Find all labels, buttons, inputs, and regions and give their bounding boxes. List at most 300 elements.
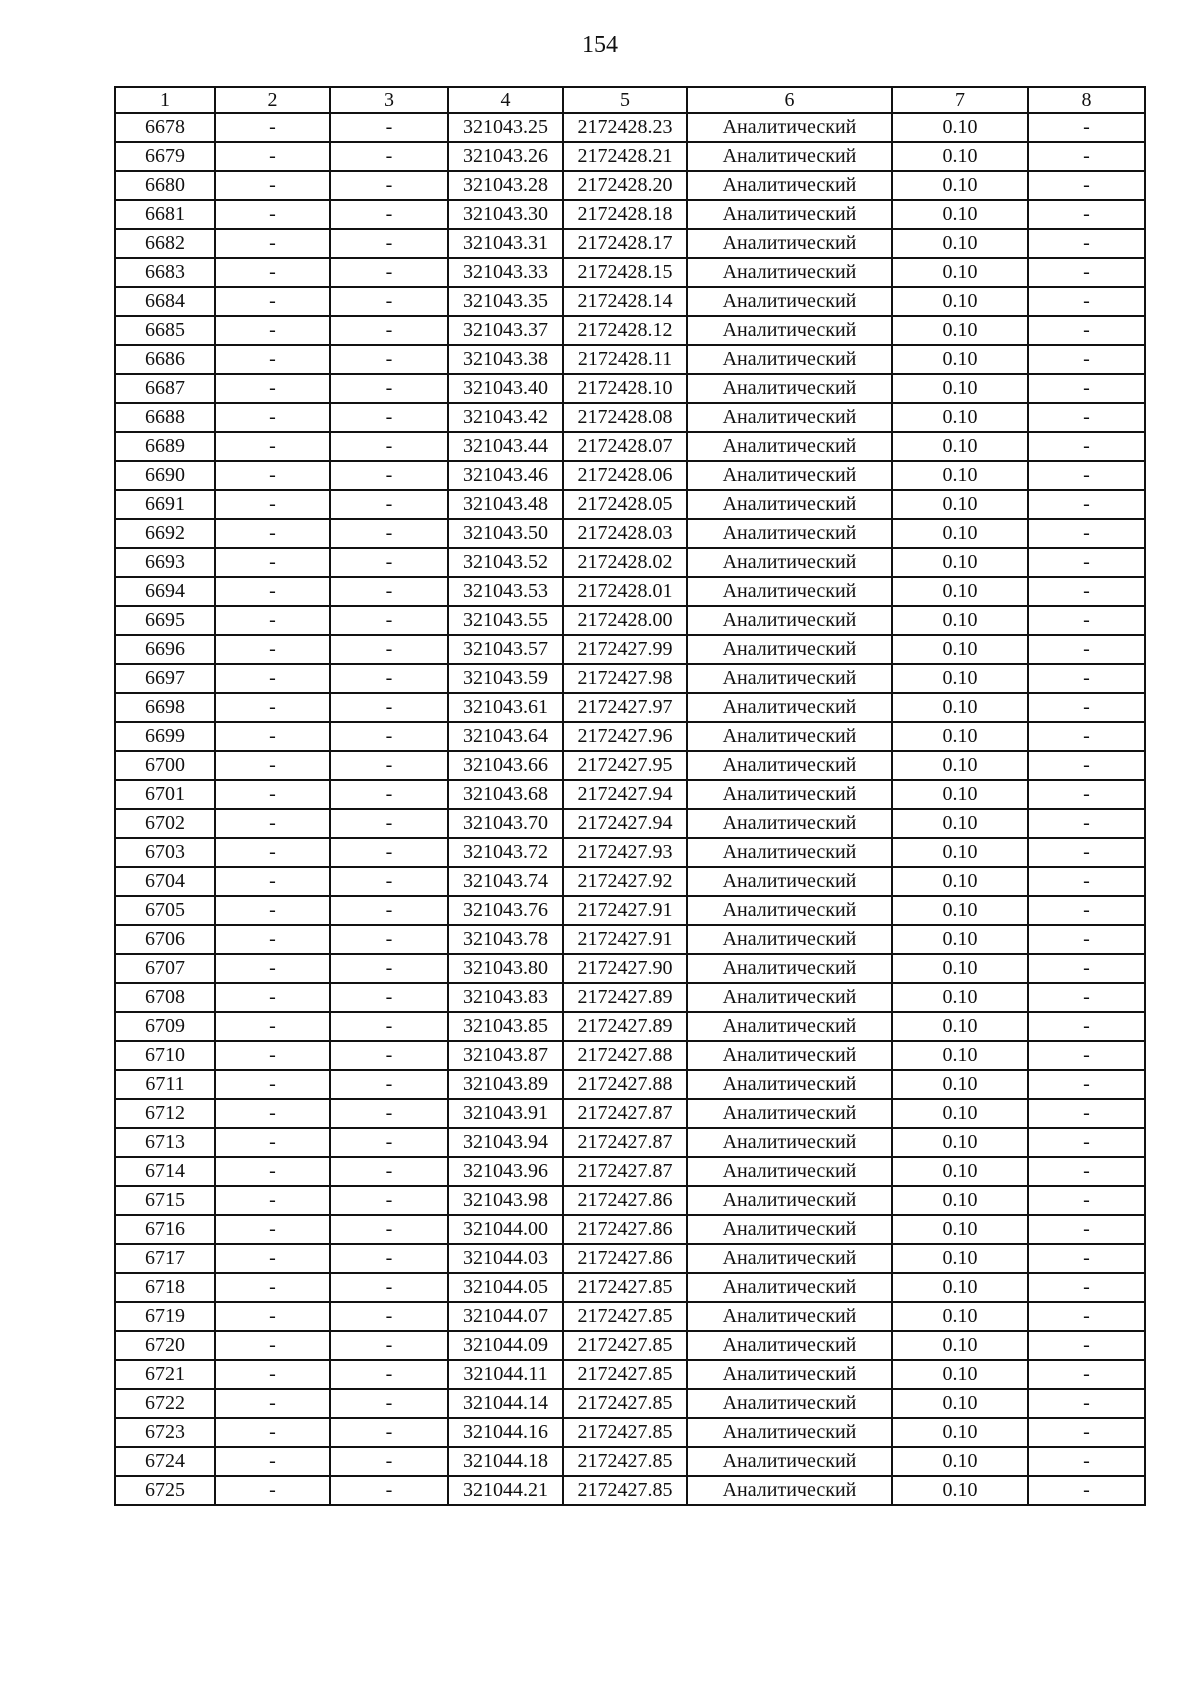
cell-coord-x: 321043.28	[448, 171, 563, 200]
cell-col-2: -	[215, 1128, 330, 1157]
cell-col-3: -	[330, 1244, 448, 1273]
cell-error: 0.10	[892, 780, 1028, 809]
cell-point-number: 6684	[115, 287, 215, 316]
cell-coord-y: 2172428.17	[563, 229, 687, 258]
cell-col-8: -	[1028, 374, 1145, 403]
cell-point-number: 6679	[115, 142, 215, 171]
cell-coord-x: 321043.76	[448, 896, 563, 925]
cell-col-3: -	[330, 432, 448, 461]
cell-error: 0.10	[892, 954, 1028, 983]
cell-coord-y: 2172428.00	[563, 606, 687, 635]
cell-method: Аналитический	[687, 1302, 892, 1331]
cell-col-8: -	[1028, 258, 1145, 287]
table-row	[115, 1447, 1145, 1476]
cell-method: Аналитический	[687, 1273, 892, 1302]
cell-col-8: -	[1028, 722, 1145, 751]
cell-error: 0.10	[892, 838, 1028, 867]
cell-point-number: 6688	[115, 403, 215, 432]
column-header-2: 2	[215, 87, 330, 113]
cell-col-3: -	[330, 1041, 448, 1070]
table-row	[115, 519, 1145, 548]
cell-point-number: 6720	[115, 1331, 215, 1360]
cell-coord-x: 321044.16	[448, 1418, 563, 1447]
cell-coord-x: 321043.53	[448, 577, 563, 606]
cell-point-number: 6681	[115, 200, 215, 229]
cell-point-number: 6724	[115, 1447, 215, 1476]
cell-point-number: 6706	[115, 925, 215, 954]
cell-method: Аналитический	[687, 490, 892, 519]
cell-col-2: -	[215, 345, 330, 374]
cell-error: 0.10	[892, 461, 1028, 490]
cell-error: 0.10	[892, 1244, 1028, 1273]
cell-coord-y: 2172427.90	[563, 954, 687, 983]
cell-error: 0.10	[892, 113, 1028, 142]
cell-point-number: 6701	[115, 780, 215, 809]
coordinates-table	[114, 86, 1146, 1506]
column-header-8: 8	[1028, 87, 1145, 113]
cell-col-8: -	[1028, 316, 1145, 345]
cell-col-2: -	[215, 316, 330, 345]
cell-col-2: -	[215, 490, 330, 519]
cell-coord-x: 321043.25	[448, 113, 563, 142]
table-row	[115, 1476, 1145, 1505]
cell-error: 0.10	[892, 1128, 1028, 1157]
cell-method: Аналитический	[687, 432, 892, 461]
cell-method: Аналитический	[687, 1128, 892, 1157]
table-row	[115, 432, 1145, 461]
cell-method: Аналитический	[687, 1012, 892, 1041]
cell-coord-x: 321044.03	[448, 1244, 563, 1273]
cell-method: Аналитический	[687, 229, 892, 258]
table-row	[115, 1012, 1145, 1041]
cell-coord-y: 2172427.86	[563, 1244, 687, 1273]
cell-coord-y: 2172428.21	[563, 142, 687, 171]
cell-col-8: -	[1028, 1331, 1145, 1360]
cell-error: 0.10	[892, 983, 1028, 1012]
cell-coord-x: 321043.68	[448, 780, 563, 809]
cell-point-number: 6698	[115, 693, 215, 722]
cell-coord-y: 2172427.85	[563, 1418, 687, 1447]
cell-coord-x: 321044.09	[448, 1331, 563, 1360]
cell-col-3: -	[330, 954, 448, 983]
cell-coord-x: 321043.50	[448, 519, 563, 548]
cell-col-8: -	[1028, 954, 1145, 983]
cell-coord-x: 321043.52	[448, 548, 563, 577]
cell-col-8: -	[1028, 1128, 1145, 1157]
cell-coord-y: 2172427.94	[563, 809, 687, 838]
cell-coord-x: 321043.57	[448, 635, 563, 664]
cell-coord-y: 2172427.85	[563, 1360, 687, 1389]
cell-coord-x: 321043.59	[448, 664, 563, 693]
cell-point-number: 6700	[115, 751, 215, 780]
cell-error: 0.10	[892, 1070, 1028, 1099]
cell-coord-y: 2172428.01	[563, 577, 687, 606]
cell-col-8: -	[1028, 403, 1145, 432]
cell-col-3: -	[330, 374, 448, 403]
cell-col-8: -	[1028, 664, 1145, 693]
cell-coord-y: 2172428.12	[563, 316, 687, 345]
cell-method: Аналитический	[687, 1186, 892, 1215]
cell-point-number: 6693	[115, 548, 215, 577]
cell-col-8: -	[1028, 113, 1145, 142]
table-row	[115, 1186, 1145, 1215]
cell-method: Аналитический	[687, 171, 892, 200]
cell-point-number: 6695	[115, 606, 215, 635]
cell-coord-y: 2172427.94	[563, 780, 687, 809]
cell-col-8: -	[1028, 809, 1145, 838]
cell-coord-x: 321043.94	[448, 1128, 563, 1157]
cell-point-number: 6704	[115, 867, 215, 896]
cell-method: Аналитический	[687, 1070, 892, 1099]
cell-coord-y: 2172428.03	[563, 519, 687, 548]
table-row	[115, 1099, 1145, 1128]
cell-col-3: -	[330, 200, 448, 229]
cell-method: Аналитический	[687, 1157, 892, 1186]
cell-coord-x: 321043.98	[448, 1186, 563, 1215]
cell-method: Аналитический	[687, 925, 892, 954]
cell-col-3: -	[330, 1215, 448, 1244]
cell-col-8: -	[1028, 1215, 1145, 1244]
cell-point-number: 6708	[115, 983, 215, 1012]
table-row	[115, 1389, 1145, 1418]
cell-method: Аналитический	[687, 403, 892, 432]
cell-method: Аналитический	[687, 693, 892, 722]
cell-coord-y: 2172427.96	[563, 722, 687, 751]
cell-coord-y: 2172427.85	[563, 1389, 687, 1418]
cell-col-8: -	[1028, 548, 1145, 577]
table-row	[115, 606, 1145, 635]
cell-method: Аналитический	[687, 1099, 892, 1128]
cell-point-number: 6716	[115, 1215, 215, 1244]
cell-col-8: -	[1028, 1447, 1145, 1476]
cell-col-2: -	[215, 635, 330, 664]
cell-coord-y: 2172427.85	[563, 1476, 687, 1505]
table-row	[115, 693, 1145, 722]
cell-error: 0.10	[892, 1215, 1028, 1244]
cell-coord-x: 321043.30	[448, 200, 563, 229]
cell-col-2: -	[215, 1476, 330, 1505]
cell-method: Аналитический	[687, 142, 892, 171]
cell-coord-x: 321043.61	[448, 693, 563, 722]
cell-col-8: -	[1028, 838, 1145, 867]
cell-coord-x: 321043.38	[448, 345, 563, 374]
cell-method: Аналитический	[687, 954, 892, 983]
cell-col-2: -	[215, 1302, 330, 1331]
cell-coord-x: 321044.11	[448, 1360, 563, 1389]
table-row	[115, 345, 1145, 374]
cell-error: 0.10	[892, 1041, 1028, 1070]
cell-error: 0.10	[892, 867, 1028, 896]
table-row	[115, 925, 1145, 954]
cell-coord-y: 2172427.86	[563, 1215, 687, 1244]
cell-method: Аналитический	[687, 258, 892, 287]
table-row	[115, 1331, 1145, 1360]
cell-method: Аналитический	[687, 1476, 892, 1505]
cell-error: 0.10	[892, 519, 1028, 548]
cell-col-8: -	[1028, 983, 1145, 1012]
cell-coord-y: 2172427.85	[563, 1302, 687, 1331]
cell-coord-y: 2172428.08	[563, 403, 687, 432]
cell-error: 0.10	[892, 171, 1028, 200]
cell-error: 0.10	[892, 896, 1028, 925]
cell-coord-y: 2172428.05	[563, 490, 687, 519]
cell-method: Аналитический	[687, 664, 892, 693]
table-row	[115, 780, 1145, 809]
cell-col-3: -	[330, 606, 448, 635]
table-body	[115, 113, 1145, 1505]
cell-error: 0.10	[892, 1360, 1028, 1389]
column-header-1: 1	[115, 87, 215, 113]
cell-point-number: 6702	[115, 809, 215, 838]
cell-col-8: -	[1028, 1157, 1145, 1186]
cell-col-2: -	[215, 287, 330, 316]
cell-coord-x: 321044.07	[448, 1302, 563, 1331]
cell-coord-y: 2172427.98	[563, 664, 687, 693]
cell-method: Аналитический	[687, 287, 892, 316]
cell-error: 0.10	[892, 1099, 1028, 1128]
cell-error: 0.10	[892, 229, 1028, 258]
cell-point-number: 6680	[115, 171, 215, 200]
cell-coord-y: 2172427.88	[563, 1041, 687, 1070]
cell-col-8: -	[1028, 1041, 1145, 1070]
table-row	[115, 1157, 1145, 1186]
cell-col-3: -	[330, 345, 448, 374]
table-header	[115, 87, 1145, 113]
cell-coord-x: 321043.72	[448, 838, 563, 867]
cell-col-8: -	[1028, 1186, 1145, 1215]
cell-col-3: -	[330, 1070, 448, 1099]
cell-col-3: -	[330, 1331, 448, 1360]
cell-col-3: -	[330, 635, 448, 664]
cell-coord-x: 321043.80	[448, 954, 563, 983]
cell-point-number: 6710	[115, 1041, 215, 1070]
cell-col-3: -	[330, 1447, 448, 1476]
cell-point-number: 6697	[115, 664, 215, 693]
table-row	[115, 490, 1145, 519]
cell-point-number: 6714	[115, 1157, 215, 1186]
table-row	[115, 896, 1145, 925]
cell-col-2: -	[215, 1244, 330, 1273]
cell-method: Аналитический	[687, 345, 892, 374]
cell-point-number: 6694	[115, 577, 215, 606]
cell-col-2: -	[215, 461, 330, 490]
cell-error: 0.10	[892, 1389, 1028, 1418]
cell-col-8: -	[1028, 1389, 1145, 1418]
cell-col-2: -	[215, 954, 330, 983]
cell-col-3: -	[330, 809, 448, 838]
cell-col-2: -	[215, 1186, 330, 1215]
table-row	[115, 461, 1145, 490]
cell-col-8: -	[1028, 1244, 1145, 1273]
header-row	[115, 87, 1145, 113]
cell-col-2: -	[215, 142, 330, 171]
cell-col-8: -	[1028, 780, 1145, 809]
column-header-7: 7	[892, 87, 1028, 113]
cell-coord-y: 2172428.06	[563, 461, 687, 490]
cell-point-number: 6691	[115, 490, 215, 519]
column-header-6: 6	[687, 87, 892, 113]
cell-coord-x: 321043.35	[448, 287, 563, 316]
cell-error: 0.10	[892, 1331, 1028, 1360]
cell-coord-x: 321043.89	[448, 1070, 563, 1099]
cell-col-2: -	[215, 693, 330, 722]
table-row	[115, 316, 1145, 345]
cell-method: Аналитический	[687, 751, 892, 780]
cell-col-2: -	[215, 838, 330, 867]
cell-col-8: -	[1028, 432, 1145, 461]
cell-point-number: 6725	[115, 1476, 215, 1505]
cell-error: 0.10	[892, 751, 1028, 780]
table-row	[115, 142, 1145, 171]
cell-error: 0.10	[892, 577, 1028, 606]
cell-col-8: -	[1028, 693, 1145, 722]
cell-col-8: -	[1028, 519, 1145, 548]
table-row	[115, 548, 1145, 577]
cell-col-8: -	[1028, 200, 1145, 229]
cell-coord-x: 321044.18	[448, 1447, 563, 1476]
cell-col-3: -	[330, 1099, 448, 1128]
cell-method: Аналитический	[687, 374, 892, 403]
table-row	[115, 722, 1145, 751]
cell-col-8: -	[1028, 635, 1145, 664]
cell-col-2: -	[215, 896, 330, 925]
cell-col-2: -	[215, 1360, 330, 1389]
table-row	[115, 1360, 1145, 1389]
cell-error: 0.10	[892, 548, 1028, 577]
table-row	[115, 1070, 1145, 1099]
table-row	[115, 838, 1145, 867]
cell-method: Аналитический	[687, 548, 892, 577]
cell-col-8: -	[1028, 1099, 1145, 1128]
cell-col-2: -	[215, 1070, 330, 1099]
cell-col-8: -	[1028, 490, 1145, 519]
cell-point-number: 6703	[115, 838, 215, 867]
cell-method: Аналитический	[687, 635, 892, 664]
table-row	[115, 1215, 1145, 1244]
cell-coord-y: 2172427.91	[563, 925, 687, 954]
cell-point-number: 6678	[115, 113, 215, 142]
cell-coord-x: 321044.14	[448, 1389, 563, 1418]
cell-error: 0.10	[892, 200, 1028, 229]
cell-point-number: 6687	[115, 374, 215, 403]
table-row	[115, 664, 1145, 693]
cell-method: Аналитический	[687, 1244, 892, 1273]
cell-point-number: 6719	[115, 1302, 215, 1331]
cell-coord-y: 2172427.97	[563, 693, 687, 722]
cell-col-3: -	[330, 1128, 448, 1157]
cell-coord-y: 2172428.10	[563, 374, 687, 403]
cell-error: 0.10	[892, 606, 1028, 635]
cell-col-3: -	[330, 316, 448, 345]
cell-method: Аналитический	[687, 780, 892, 809]
cell-col-8: -	[1028, 606, 1145, 635]
cell-coord-x: 321043.42	[448, 403, 563, 432]
cell-coord-x: 321043.48	[448, 490, 563, 519]
cell-col-8: -	[1028, 142, 1145, 171]
cell-col-2: -	[215, 113, 330, 142]
cell-point-number: 6711	[115, 1070, 215, 1099]
cell-coord-x: 321044.05	[448, 1273, 563, 1302]
cell-coord-y: 2172427.85	[563, 1331, 687, 1360]
cell-col-3: -	[330, 983, 448, 1012]
cell-coord-x: 321043.40	[448, 374, 563, 403]
cell-method: Аналитический	[687, 316, 892, 345]
cell-col-2: -	[215, 1273, 330, 1302]
cell-col-3: -	[330, 896, 448, 925]
cell-point-number: 6705	[115, 896, 215, 925]
cell-coord-x: 321043.26	[448, 142, 563, 171]
cell-error: 0.10	[892, 925, 1028, 954]
cell-col-3: -	[330, 490, 448, 519]
cell-col-2: -	[215, 1447, 330, 1476]
cell-coord-x: 321043.78	[448, 925, 563, 954]
cell-col-3: -	[330, 925, 448, 954]
column-header-4: 4	[448, 87, 563, 113]
cell-method: Аналитический	[687, 867, 892, 896]
cell-point-number: 6721	[115, 1360, 215, 1389]
cell-col-3: -	[330, 577, 448, 606]
cell-method: Аналитический	[687, 200, 892, 229]
cell-col-8: -	[1028, 577, 1145, 606]
cell-coord-y: 2172427.89	[563, 983, 687, 1012]
cell-col-3: -	[330, 142, 448, 171]
cell-coord-x: 321043.91	[448, 1099, 563, 1128]
cell-col-2: -	[215, 809, 330, 838]
cell-col-3: -	[330, 664, 448, 693]
cell-col-3: -	[330, 1476, 448, 1505]
cell-coord-y: 2172427.91	[563, 896, 687, 925]
cell-method: Аналитический	[687, 1447, 892, 1476]
cell-coord-x: 321043.33	[448, 258, 563, 287]
cell-method: Аналитический	[687, 113, 892, 142]
cell-point-number: 6717	[115, 1244, 215, 1273]
cell-method: Аналитический	[687, 838, 892, 867]
cell-point-number: 6696	[115, 635, 215, 664]
cell-col-8: -	[1028, 1273, 1145, 1302]
cell-point-number: 6686	[115, 345, 215, 374]
cell-col-2: -	[215, 374, 330, 403]
cell-col-3: -	[330, 1360, 448, 1389]
cell-point-number: 6689	[115, 432, 215, 461]
cell-col-8: -	[1028, 751, 1145, 780]
cell-point-number: 6690	[115, 461, 215, 490]
cell-col-2: -	[215, 925, 330, 954]
cell-point-number: 6715	[115, 1186, 215, 1215]
cell-col-3: -	[330, 867, 448, 896]
table-row	[115, 1041, 1145, 1070]
cell-coord-x: 321043.44	[448, 432, 563, 461]
cell-method: Аналитический	[687, 461, 892, 490]
cell-point-number: 6707	[115, 954, 215, 983]
cell-coord-y: 2172427.87	[563, 1128, 687, 1157]
cell-method: Аналитический	[687, 577, 892, 606]
cell-point-number: 6718	[115, 1273, 215, 1302]
table-row	[115, 1273, 1145, 1302]
cell-col-8: -	[1028, 345, 1145, 374]
cell-coord-x: 321043.96	[448, 1157, 563, 1186]
table-row	[115, 287, 1145, 316]
cell-col-3: -	[330, 838, 448, 867]
cell-error: 0.10	[892, 1012, 1028, 1041]
cell-col-3: -	[330, 171, 448, 200]
cell-col-3: -	[330, 229, 448, 258]
cell-col-2: -	[215, 577, 330, 606]
cell-coord-y: 2172428.14	[563, 287, 687, 316]
cell-point-number: 6712	[115, 1099, 215, 1128]
cell-col-2: -	[215, 519, 330, 548]
cell-col-2: -	[215, 548, 330, 577]
cell-method: Аналитический	[687, 1215, 892, 1244]
